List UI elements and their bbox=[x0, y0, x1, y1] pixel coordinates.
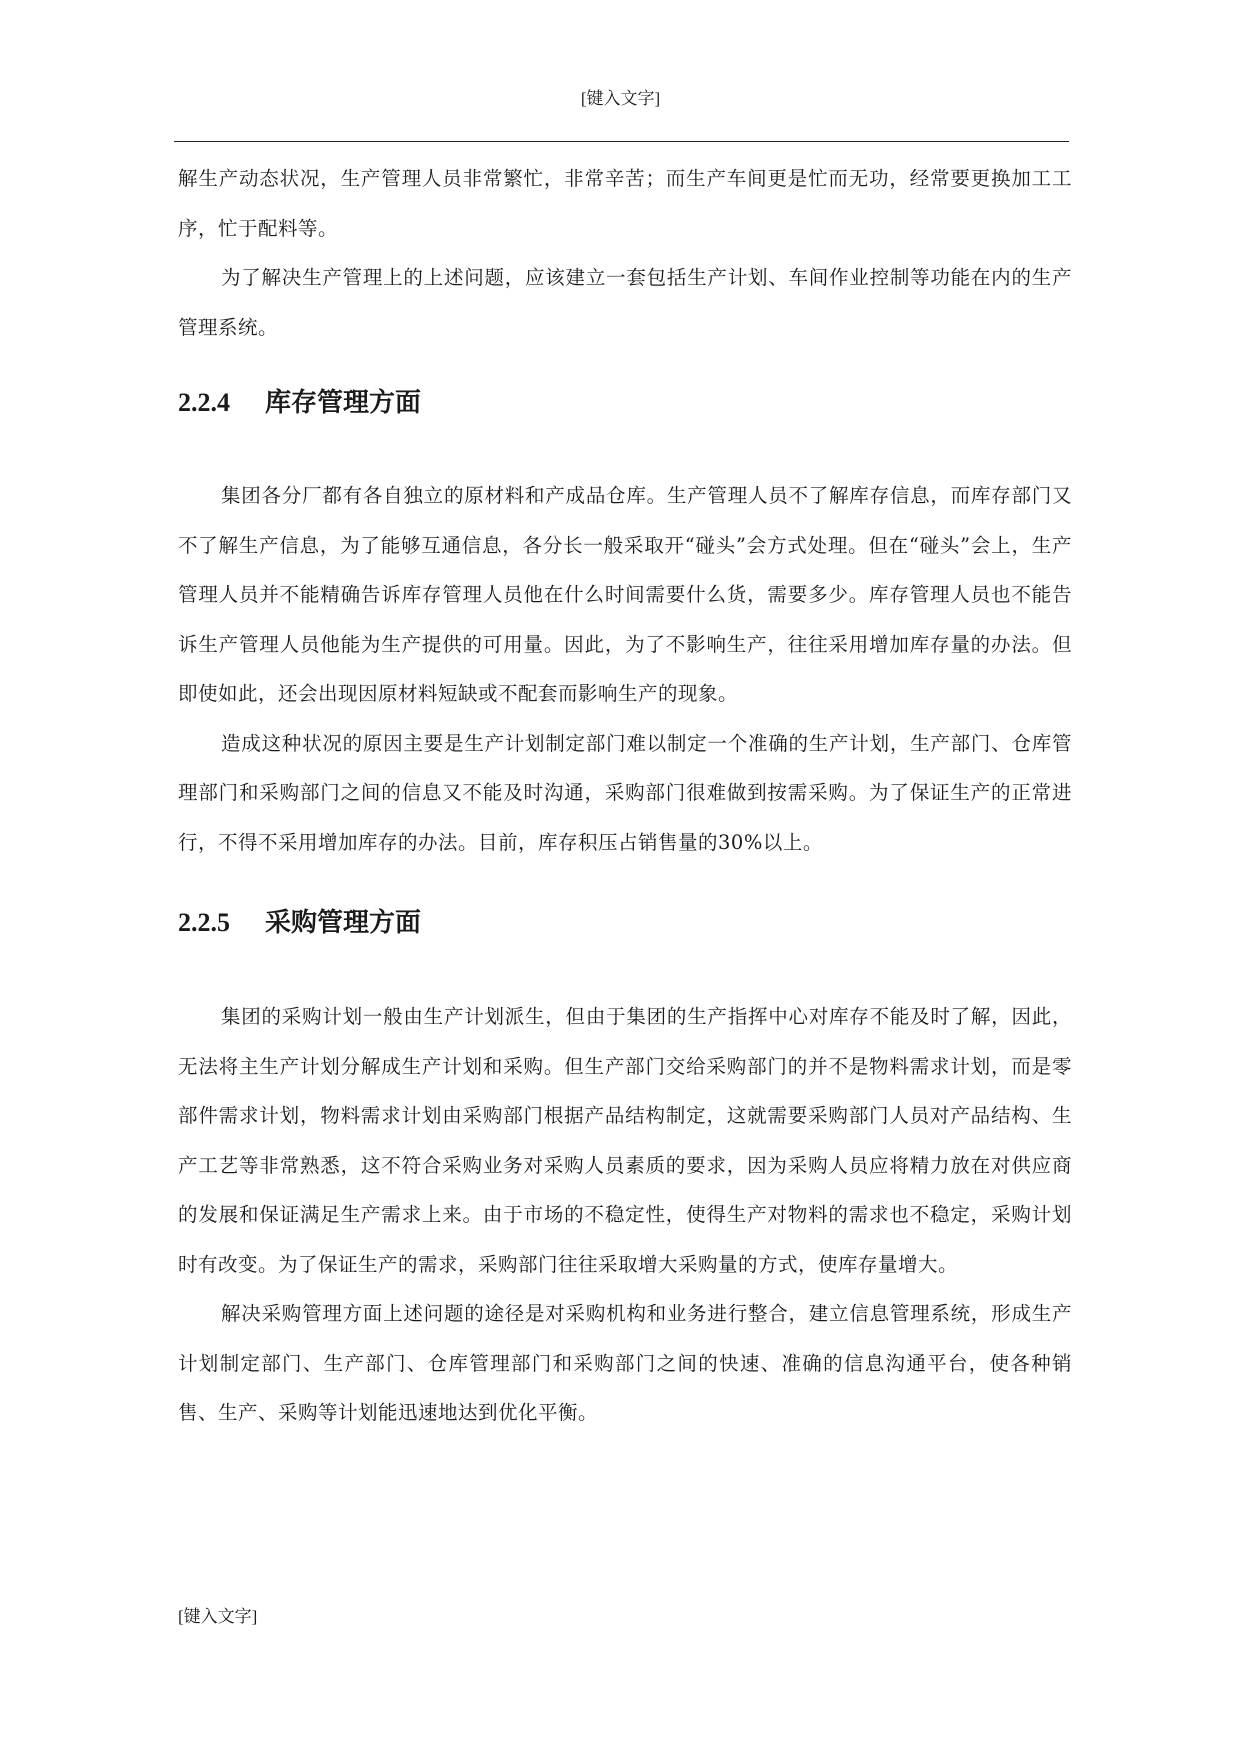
intro-paragraph: 为了解决生产管理上的上述问题，应该建立一套包括生产计划、车间作业控制等功能在内的生产管理系统。 bbox=[178, 266, 1072, 339]
section-title: 库存管理方面 bbox=[265, 388, 422, 417]
section-heading-inventory bbox=[178, 387, 1072, 419]
purchasing-paragraph: 集团的采购计划一般由生产计划派生，但由于集团的生产指挥中心对库存不能及时了解，因此，无法将主生产计划分解成生产计划和采购。但生产部门交给采购部门的并不是物料需求计划，而是零部件需求计划，物料需求计划由采购部门根据产品结构制定，这就需要采购部门人员对产品结构、生产工艺等非常熟悉，这不符合采购业务对采购人员素质的要求，因为采购人员应将精力放在对供应商的发展和保证满足生产需求上来。由于市场的不稳定性，使得生产对物料的需求也不稳定，采购计划时有改变。为了保证生产的需求，采购部门往往采取增大采购量的方式，使库存量增大。 bbox=[178, 1005, 1072, 1276]
section-number: 2.2.5 bbox=[178, 908, 230, 937]
page-footer: [键入文字] bbox=[178, 1607, 258, 1626]
section-title: 采购管理方面 bbox=[265, 908, 422, 937]
intro-paragraph-continued: 解生产动态状况，生产管理人员非常繁忙，非常辛苦；而生产车间更是忙而无功，经常要更换加工工序，忙于配料等。 bbox=[178, 167, 1072, 240]
header-divider bbox=[174, 141, 1069, 142]
page-header: [键入文字] bbox=[580, 89, 661, 108]
section-heading-purchasing bbox=[178, 907, 1072, 939]
section-number: 2.2.4 bbox=[178, 388, 230, 417]
inventory-paragraph: 造成这种状况的原因主要是生产计划制定部门难以制定一个准确的生产计划，生产部门、仓库管理部门和采购部门之间的信息又不能及时沟通，采购部门很难做到按需采购。为了保证生产的正常进行，不得不采用增加库存的办法。目前，库存积压占销售量的30%以上。 bbox=[178, 731, 1072, 854]
purchasing-paragraph: 解决采购管理方面上述问题的途径是对采购机构和业务进行整合，建立信息管理系统，形成生产计划制定部门、生产部门、仓库管理部门和采购部门之间的快速、准确的信息沟通平台，使各种销售、生产、采购等计划能迅速地达到优化平衡。 bbox=[178, 1302, 1072, 1424]
inventory-paragraph: 集团各分厂都有各自独立的原材料和产成品仓库。生产管理人员不了解库存信息，而库存部门又不了解生产信息，为了能够互通信息，各分长一般采取开“碰头”会方式处理。但在“碰头”会上，生产管理人员并不能精确告诉库存管理人员他在什么时间需要什么货，需要多少。库存管理人员也不能告诉生产管理人员他能为生产提供的可用量。因此，为了不影响生产，往往采用增加库存量的办法。但即使如此，还会出现因原材料短缺或不配套而影响生产的现象。 bbox=[178, 484, 1072, 705]
document-body bbox=[178, 154, 1072, 1438]
